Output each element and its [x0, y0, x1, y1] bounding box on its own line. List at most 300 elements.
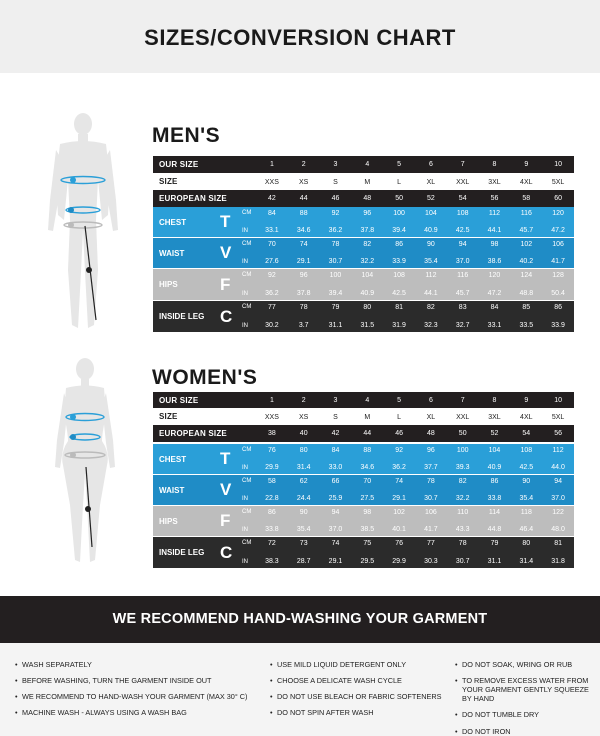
in-value: 38.3 [265, 558, 279, 565]
cm-value: 98 [490, 241, 499, 248]
cm-value: 76 [395, 540, 403, 547]
in-value: 33.9 [392, 258, 406, 265]
european-size-label: EUROPEAN SIZE [159, 194, 227, 203]
care-item: • DO NOT SOAK, WRING OR RUB [455, 660, 595, 669]
in-value: 33.1 [487, 322, 502, 329]
cm-value: 74 [395, 478, 403, 485]
cm-value: 112 [425, 272, 437, 279]
care-item: • DO NOT TUMBLE DRY [455, 710, 595, 719]
cm-value: 83 [458, 304, 467, 311]
cm-value: 77 [268, 304, 276, 311]
size-cell: XL [426, 179, 436, 186]
our-size-cell: 10 [554, 161, 562, 168]
care-item: • DO NOT IRON [455, 727, 595, 736]
size-cell: 5XL [551, 414, 565, 421]
care-column-3 [455, 660, 595, 736]
measure-cells [256, 269, 574, 300]
in-value: 29.1 [328, 558, 343, 565]
cm-value: 112 [552, 447, 564, 454]
cm-value: 88 [299, 210, 308, 217]
european-cell: 56 [490, 195, 499, 202]
women-european-row [153, 425, 574, 442]
european-cell: 50 [458, 430, 467, 437]
cm-value: 73 [299, 540, 308, 547]
unit-cm-label: CM [242, 304, 252, 310]
cm-value: 84 [268, 210, 276, 217]
cm-value: 78 [458, 540, 467, 547]
unit-in-label: IN [242, 291, 248, 297]
women-our-size-row [153, 392, 574, 408]
european-cells [256, 425, 574, 442]
unit-in-label: IN [242, 465, 248, 471]
cm-value: 96 [299, 272, 308, 279]
cm-value: 108 [520, 447, 533, 454]
european-size-label: EUROPEAN SIZE [159, 429, 227, 438]
in-value: 27.5 [360, 495, 375, 502]
our-size-cell: 6 [428, 397, 433, 404]
size-cell: XXS [264, 414, 279, 421]
in-value: 41.7 [551, 258, 565, 265]
in-value: 42.5 [519, 464, 534, 471]
in-value: 35.4 [296, 526, 311, 533]
female-body-figure-icon [40, 355, 130, 570]
in-value: 32.3 [424, 322, 438, 329]
european-cell: 60 [554, 195, 562, 202]
in-value: 29.1 [296, 258, 311, 265]
in-value: 44.8 [487, 526, 502, 533]
size-cell: XXL [456, 414, 470, 421]
in-value: 33.0 [328, 464, 343, 471]
in-value: 37.0 [328, 526, 343, 533]
unit-cm-label: CM [242, 478, 252, 484]
cm-value: 70 [363, 478, 372, 485]
men-size-row [153, 173, 574, 190]
cm-value: 100 [329, 272, 342, 279]
measure-label: INSIDE LEG [159, 548, 205, 557]
in-value: 32.2 [455, 495, 470, 502]
women-measure-row [153, 475, 574, 505]
measure-letter: C [220, 542, 233, 562]
cm-value: 86 [268, 509, 276, 516]
in-value: 43.3 [455, 526, 470, 533]
in-value: 30.2 [265, 322, 279, 329]
cm-value: 120 [552, 210, 564, 217]
cm-value: 116 [520, 210, 532, 217]
cm-value: 102 [393, 509, 405, 516]
our-size-cell: 3 [333, 161, 338, 168]
cm-value: 104 [488, 447, 501, 454]
size-cell: 4XL [520, 414, 533, 421]
care-item: • WE RECOMMEND TO HAND-WASH YOUR GARMENT (MAX 30° C) [15, 692, 265, 701]
size-cell: S [333, 414, 338, 421]
men-measure-row [153, 207, 574, 237]
care-column-1 [15, 660, 265, 724]
cm-value: 120 [488, 272, 501, 279]
size-cell: 5XL [551, 179, 565, 186]
european-cell: 50 [395, 195, 403, 202]
in-value: 22.8 [265, 495, 279, 502]
in-value: 39.3 [455, 464, 470, 471]
measure-letter: V [220, 243, 232, 262]
unit-cm-label: CM [242, 509, 252, 515]
european-cell: 40 [299, 430, 308, 437]
european-cells [256, 190, 574, 207]
size-cell: 4XL [520, 179, 533, 186]
cm-value: 92 [268, 272, 276, 279]
size-cell: S [333, 179, 338, 186]
in-value: 38.5 [360, 526, 375, 533]
cm-value: 85 [522, 304, 531, 311]
in-value: 33.8 [487, 495, 502, 502]
in-value: 32.7 [455, 322, 470, 329]
size-cells [256, 173, 574, 190]
in-value: 36.2 [265, 290, 279, 297]
cm-value: 90 [299, 509, 308, 516]
our-size-cell: 5 [397, 397, 402, 404]
men-measure-row [153, 238, 574, 268]
cm-value: 77 [427, 540, 435, 547]
care-instructions [0, 643, 600, 736]
care-banner [0, 596, 600, 643]
unit-cm-label: CM [242, 241, 252, 247]
cm-value: 122 [552, 509, 564, 516]
women-measure-row [153, 537, 574, 568]
unit-cm-label: CM [242, 272, 252, 278]
in-value: 34.6 [360, 464, 375, 471]
in-value: 50.4 [551, 290, 565, 297]
our-size-cell: 7 [460, 397, 465, 404]
in-value: 31.4 [519, 558, 534, 565]
cm-value: 108 [456, 210, 469, 217]
size-label: SIZE [159, 177, 178, 186]
men-our-size-row [153, 156, 574, 173]
men-european-row [153, 190, 574, 207]
in-value: 29.9 [265, 464, 279, 471]
in-value: 47.2 [487, 290, 502, 297]
measure-label: CHEST [159, 454, 187, 464]
care-item: • USE MILD LIQUID DETERGENT ONLY [270, 660, 450, 669]
care-item: • CHOOSE A DELICATE WASH CYCLE [270, 676, 450, 685]
size-cell: XXL [456, 179, 470, 186]
our-size-cell: 2 [301, 397, 306, 404]
in-value: 37.8 [360, 227, 375, 234]
cm-value: 82 [427, 304, 435, 311]
measure-letter: F [220, 511, 231, 530]
european-cell: 44 [363, 430, 372, 437]
in-value: 33.5 [519, 322, 534, 329]
unit-cm-label: CM [242, 447, 252, 453]
unit-in-label: IN [242, 559, 248, 565]
in-value: 38.6 [487, 258, 502, 265]
size-cell: M [364, 179, 371, 186]
european-cell: 48 [427, 430, 435, 437]
measure-letter: T [220, 212, 231, 231]
measure-cells [256, 537, 574, 568]
in-value: 40.1 [392, 526, 406, 533]
in-value: 31.4 [296, 464, 311, 471]
in-value: 28.7 [296, 558, 311, 565]
in-value: 41.7 [424, 526, 438, 533]
cm-value: 110 [457, 509, 469, 516]
unit-cm-label: CM [242, 210, 252, 216]
our-size-cells [256, 156, 574, 173]
cm-value: 82 [458, 478, 467, 485]
cm-value: 108 [393, 272, 405, 279]
cm-value: 58 [268, 478, 276, 485]
european-cell: 44 [299, 195, 308, 202]
men-section-title: MEN'S [152, 124, 221, 147]
cm-value: 106 [425, 509, 437, 516]
size-cell: 3XL [488, 414, 501, 421]
in-value: 29.9 [392, 558, 406, 565]
size-cell: XS [299, 179, 309, 186]
care-item: • MACHINE WASH - ALWAYS USING A WASH BAG [15, 708, 265, 717]
cm-value: 72 [268, 540, 276, 547]
european-cell: 54 [458, 195, 467, 202]
in-value: 44.1 [424, 290, 438, 297]
measure-label: HIPS [159, 280, 178, 289]
cm-value: 102 [520, 241, 533, 248]
european-cell: 52 [490, 430, 499, 437]
care-item: • BEFORE WASHING, TURN THE GARMENT INSIDE OUT [15, 676, 265, 685]
in-value: 34.6 [296, 227, 311, 234]
measure-letter: F [220, 274, 231, 294]
our-size-cell: 1 [269, 161, 274, 168]
unit-in-label: IN [242, 323, 248, 329]
in-value: 33.8 [265, 526, 279, 533]
cm-value: 75 [363, 540, 372, 547]
cm-value: 78 [427, 478, 435, 485]
care-item: • WASH SEPARATELY [15, 660, 265, 669]
our-size-label: OUR SIZE [159, 395, 199, 405]
in-value: 40.9 [487, 464, 502, 471]
in-value: 31.5 [360, 322, 375, 329]
cm-value: 106 [552, 241, 564, 248]
cm-value: 90 [522, 478, 531, 485]
in-value: 45.7 [519, 227, 534, 234]
size-cell: XL [426, 414, 436, 421]
in-value: 39.4 [328, 290, 343, 297]
measure-label: HIPS [159, 516, 178, 526]
in-value: 33.1 [265, 227, 279, 234]
measure-label: WAIST [159, 248, 185, 258]
cm-value: 66 [331, 478, 340, 485]
cm-value: 124 [520, 272, 533, 279]
in-value: 47.2 [551, 227, 565, 234]
our-size-cell: 5 [397, 161, 402, 168]
cm-value: 100 [456, 447, 469, 454]
unit-in-label: IN [242, 259, 248, 265]
our-size-cell: 9 [524, 161, 529, 168]
men-measure-row [153, 301, 574, 332]
our-size-cell: 7 [460, 161, 465, 168]
measure-cells [256, 238, 574, 268]
our-size-cell: 1 [269, 397, 274, 404]
in-value: 48.0 [551, 526, 565, 533]
size-cells [256, 408, 574, 425]
cm-value: 104 [361, 272, 374, 279]
in-value: 40.9 [424, 227, 438, 234]
unit-in-label: IN [242, 527, 248, 533]
cm-value: 74 [331, 540, 340, 547]
size-cell: 3XL [488, 179, 501, 186]
in-value: 33.9 [551, 322, 565, 329]
women-measure-row [153, 506, 574, 536]
care-title: WE RECOMMEND HAND-WASHING YOUR GARMENT [112, 611, 488, 627]
measure-cells [256, 506, 574, 536]
in-value: 30.7 [455, 558, 470, 565]
cm-value: 128 [552, 272, 564, 279]
cm-value: 80 [522, 540, 531, 547]
our-size-cell: 6 [428, 161, 433, 168]
our-size-cell: 8 [492, 161, 497, 168]
cm-value: 79 [490, 540, 499, 547]
in-value: 27.6 [265, 258, 279, 265]
in-value: 35.4 [424, 258, 438, 265]
in-value: 24.4 [296, 495, 311, 502]
cm-value: 78 [331, 241, 340, 248]
unit-cm-label: CM [242, 540, 252, 546]
cm-value: 94 [331, 509, 340, 516]
in-value: 29.5 [360, 558, 375, 565]
our-size-cells [256, 392, 574, 408]
measure-cells [256, 301, 574, 332]
european-cell: 42 [268, 195, 276, 202]
in-value: 31.1 [487, 558, 502, 565]
cm-value: 81 [554, 540, 562, 547]
cm-value: 80 [299, 447, 308, 454]
in-value: 31.9 [392, 322, 406, 329]
measure-cells [256, 475, 574, 505]
unit-in-label: IN [242, 496, 248, 502]
cm-value: 82 [363, 241, 372, 248]
cm-value: 112 [488, 210, 501, 217]
care-item: • DO NOT SPIN AFTER WASH [270, 708, 450, 717]
european-cell: 58 [522, 195, 531, 202]
cm-value: 88 [363, 447, 372, 454]
in-value: 40.2 [519, 258, 534, 265]
cm-value: 70 [268, 241, 276, 248]
size-cell: M [364, 414, 371, 421]
cm-value: 86 [554, 304, 562, 311]
in-value: 3.7 [298, 322, 309, 329]
european-cell: 52 [427, 195, 435, 202]
size-cell: L [397, 414, 402, 421]
cm-value: 81 [395, 304, 403, 311]
cm-value: 116 [457, 272, 469, 279]
in-value: 45.7 [455, 290, 470, 297]
cm-value: 74 [299, 241, 308, 248]
cm-value: 62 [299, 478, 308, 485]
measure-letter: C [220, 306, 233, 326]
care-item: • DO NOT USE BLEACH OR FABRIC SOFTENERS [270, 692, 450, 701]
measure-label: INSIDE LEG [159, 312, 205, 321]
men-measure-row [153, 269, 574, 300]
care-column-2 [270, 660, 450, 724]
in-value: 31.1 [328, 322, 343, 329]
cm-value: 94 [458, 241, 467, 248]
european-cell: 56 [554, 430, 562, 437]
european-cell: 42 [331, 430, 340, 437]
cm-value: 100 [393, 210, 405, 217]
cm-value: 96 [427, 447, 435, 454]
size-label: SIZE [159, 412, 178, 421]
cm-value: 96 [363, 210, 372, 217]
in-value: 36.2 [328, 227, 343, 234]
cm-value: 94 [554, 478, 562, 485]
in-value: 37.0 [455, 258, 470, 265]
in-value: 42.5 [455, 227, 470, 234]
our-size-cell: 10 [554, 397, 562, 404]
size-cell: XXS [264, 179, 279, 186]
cm-value: 84 [490, 304, 499, 311]
our-size-cell: 4 [365, 161, 370, 168]
cm-value: 78 [299, 304, 308, 311]
measure-letter: V [220, 480, 232, 499]
in-value: 39.4 [392, 227, 406, 234]
cm-value: 76 [268, 447, 276, 454]
european-cell: 38 [268, 430, 276, 437]
women-size-row [153, 408, 574, 425]
in-value: 35.4 [519, 495, 534, 502]
cm-value: 90 [427, 241, 435, 248]
our-size-cell: 8 [492, 397, 497, 404]
in-value: 30.7 [328, 258, 343, 265]
european-cell: 48 [363, 195, 372, 202]
in-value: 30.3 [424, 558, 438, 565]
in-value: 44.0 [551, 464, 565, 471]
size-cell: L [397, 179, 402, 186]
male-body-figure-icon [38, 110, 128, 340]
in-value: 36.2 [392, 464, 406, 471]
in-value: 30.7 [424, 495, 438, 502]
cm-value: 118 [520, 509, 532, 516]
measure-cells [256, 207, 574, 237]
measure-label: CHEST [159, 217, 187, 227]
our-size-cell: 9 [524, 397, 529, 404]
in-value: 37.7 [424, 464, 438, 471]
european-cell: 46 [395, 430, 403, 437]
in-value: 32.2 [360, 258, 375, 265]
in-value: 48.8 [519, 290, 534, 297]
cm-value: 92 [331, 210, 340, 217]
cm-value: 92 [395, 447, 403, 454]
in-value: 31.8 [551, 558, 565, 565]
in-value: 37.0 [551, 495, 565, 502]
european-cell: 46 [331, 195, 340, 202]
our-size-cell: 2 [301, 161, 306, 168]
cm-value: 84 [331, 447, 340, 454]
cm-value: 79 [331, 304, 340, 311]
in-value: 29.1 [392, 495, 406, 502]
measure-cells [256, 444, 574, 474]
women-measure-row [153, 444, 574, 474]
page-header [0, 0, 600, 73]
in-value: 44.1 [487, 227, 502, 234]
our-size-cell: 3 [333, 397, 338, 404]
cm-value: 114 [488, 509, 501, 516]
in-value: 40.9 [360, 290, 375, 297]
european-cell: 54 [522, 430, 531, 437]
in-value: 25.9 [328, 495, 343, 502]
in-value: 46.4 [519, 526, 534, 533]
our-size-cell: 4 [365, 397, 370, 404]
cm-value: 86 [395, 241, 403, 248]
cm-value: 80 [363, 304, 372, 311]
unit-in-label: IN [242, 228, 248, 234]
our-size-label: OUR SIZE [159, 160, 199, 169]
measure-letter: T [220, 449, 231, 468]
